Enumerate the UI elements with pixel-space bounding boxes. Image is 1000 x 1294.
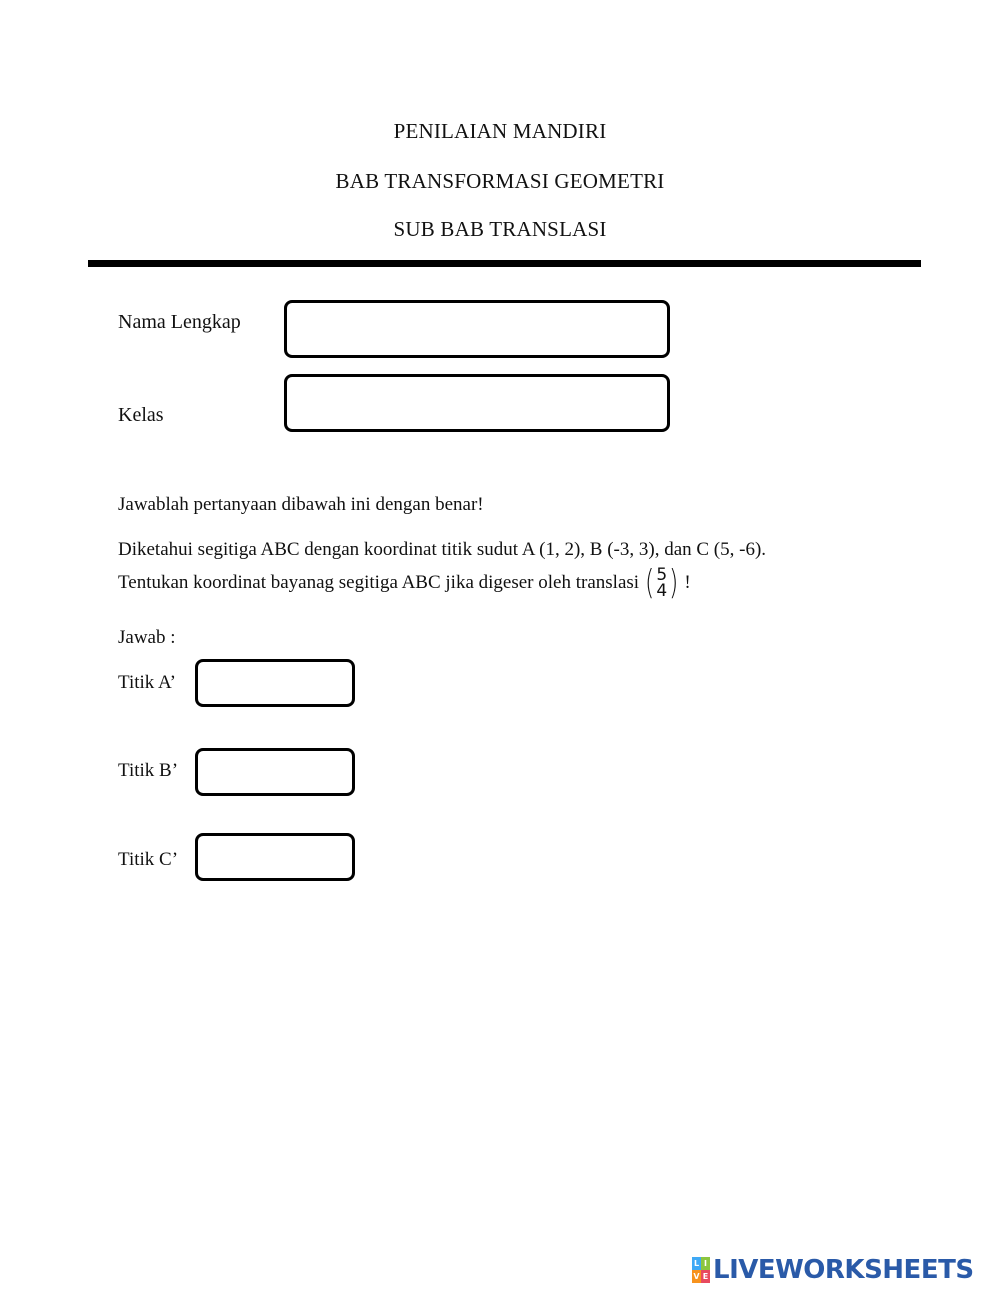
answer-label: Jawab : — [118, 627, 176, 648]
logo-letter-i: I — [701, 1257, 710, 1270]
task-prefix: Tentukan koordinat bayanag segitiga ABC jika digeser oleh translasi — [118, 572, 640, 593]
vector-left-paren: ( — [645, 563, 655, 603]
translation-vector — [643, 563, 680, 603]
vector-right-paren: ) — [669, 563, 679, 603]
logo-text: LIVEWORKSHEETS — [713, 1255, 974, 1285]
logo-letter-l: L — [693, 1259, 700, 1268]
point-b-label: Titik B’ — [118, 760, 179, 781]
point-a-label: Titik A’ — [118, 672, 176, 693]
class-label: Kelas — [118, 404, 164, 426]
title-line-1: PENILAIAN MANDIRI — [393, 119, 607, 143]
vector-top: 5 — [656, 565, 668, 585]
header-divider — [88, 260, 921, 267]
title-line-3: SUB BAB TRANSLASI — [393, 217, 607, 241]
name-input[interactable] — [284, 300, 670, 358]
instruction-text: Jawablah pertanyaan dibawah ini dengan benar! — [118, 494, 484, 515]
name-label: Nama Lengkap — [118, 311, 241, 333]
liveworksheets-logo[interactable] — [692, 1255, 974, 1285]
logo-letter-e: E — [702, 1272, 709, 1281]
point-c-input[interactable] — [195, 833, 355, 881]
task-suffix: ! — [684, 572, 691, 593]
point-a-input[interactable] — [195, 659, 355, 707]
vector-bottom: 4 — [656, 581, 668, 601]
title-line-2: BAB TRANSFORMASI GEOMETRI — [335, 169, 665, 193]
logo-letter-v: V — [693, 1272, 700, 1281]
point-c-label: Titik C’ — [118, 849, 179, 870]
class-input[interactable] — [284, 374, 670, 432]
liveworksheets-logo-icon — [692, 1257, 710, 1283]
point-b-input[interactable] — [195, 748, 355, 796]
task-text — [118, 563, 691, 603]
problem-text: Diketahui segitiga ABC dengan koordinat titik sudut A (1, 2), B (-3, 3), dan C (5, -6). — [118, 539, 767, 560]
